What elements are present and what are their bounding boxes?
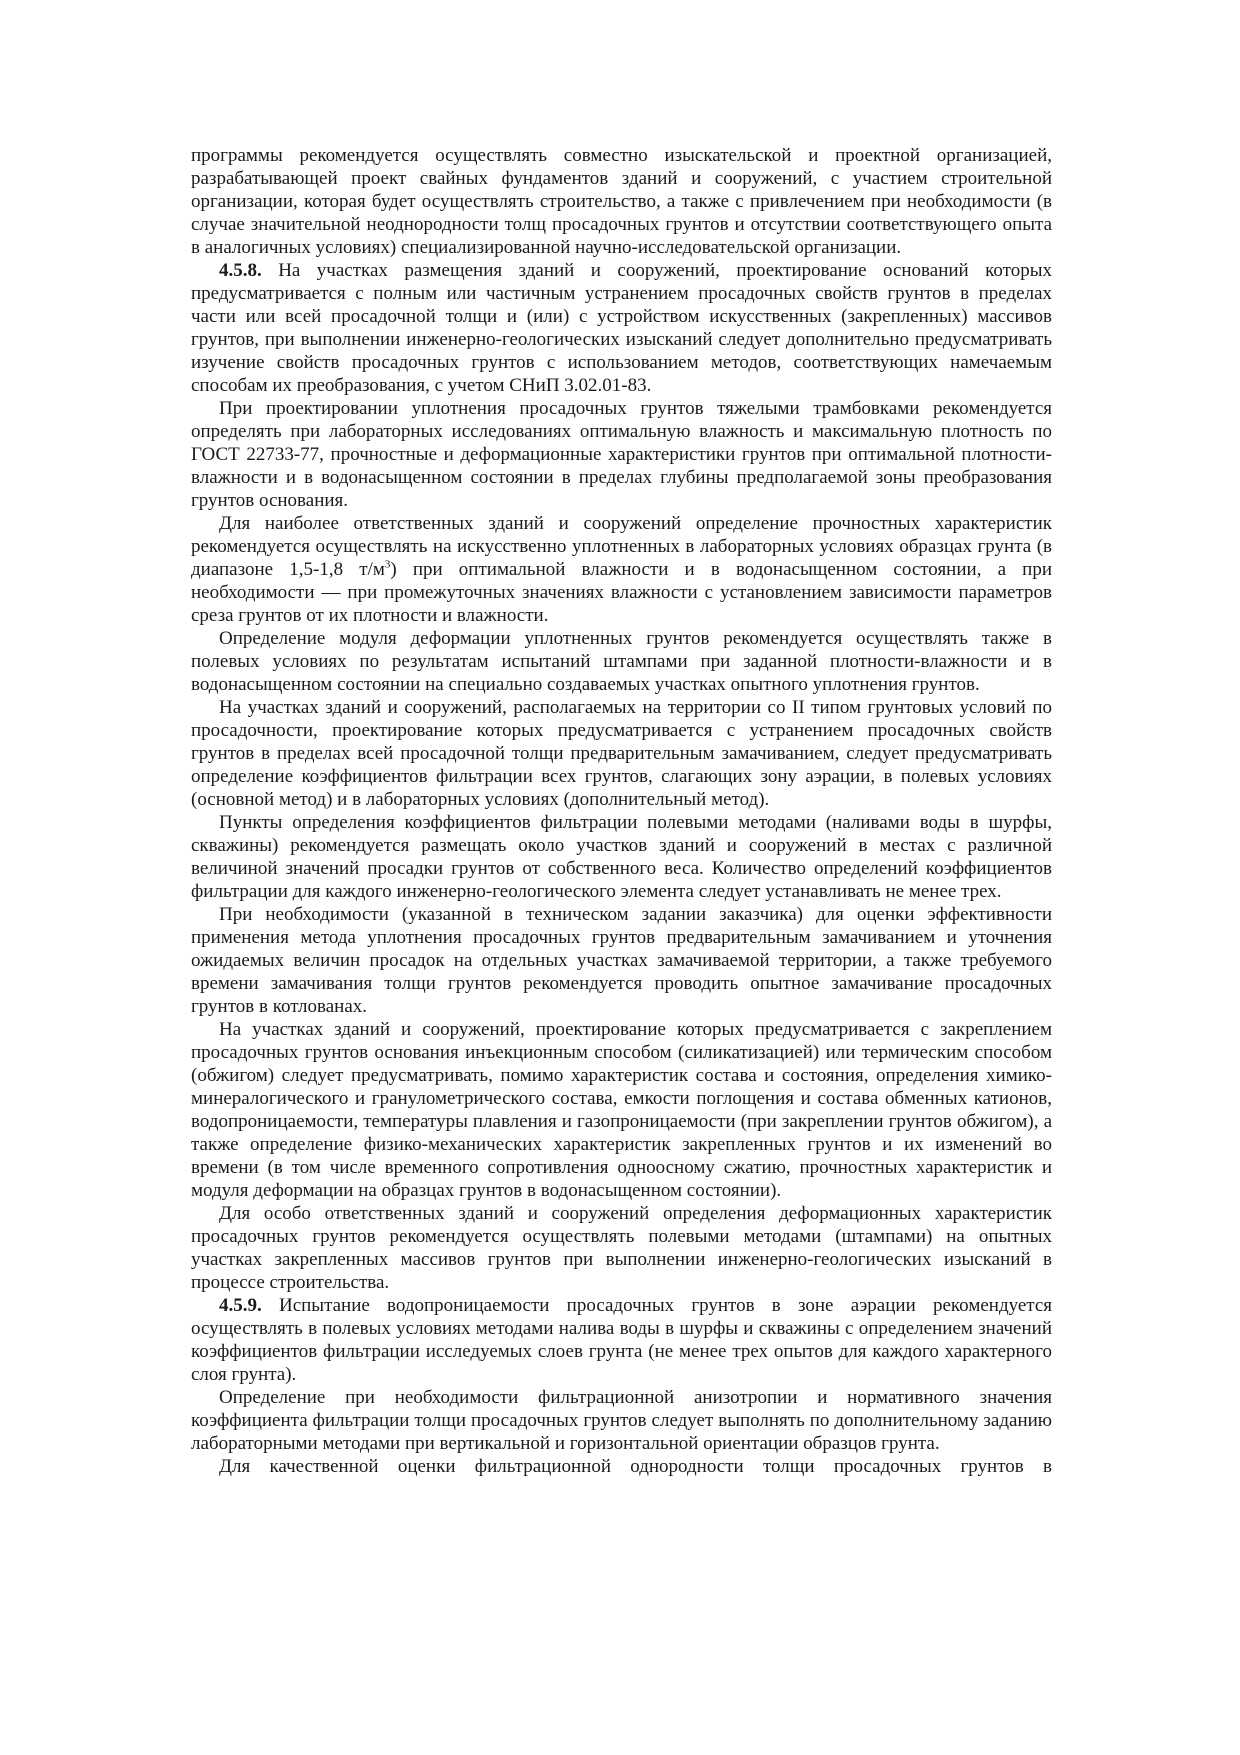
paragraph [191, 696, 1052, 811]
paragraph [191, 144, 1052, 259]
paragraph-section-4-5-9 [191, 1294, 1052, 1386]
paragraph [191, 903, 1052, 1018]
paragraph-text: Определение модуля деформации уплотненных грунтов рекомендуется осуществлять также в полевых условиях по результатам испытаний штампами при заданной плотности-влажности и в водонасыщенном состоянии на специально создаваемых участках опытного уплотнения грунтов. [191, 628, 1052, 695]
paragraph [191, 512, 1052, 627]
document-page [191, 144, 1052, 1478]
paragraph-text: Для особо ответственных зданий и сооружений определения деформационных характеристик просадочных грунтов рекомендуется осуществлять полевыми методами (штампами) на опытных участках закрепленных массивов грунтов при выполнении инженерно-геологических изысканий в процессе строительства. [191, 1203, 1052, 1293]
paragraph-text: При проектировании уплотнения просадочных грунтов тяжелыми трамбовками рекомендуется определять при лабораторных исследованиях оптимальную влажность и максимальную плотность по ГОСТ 22733-77, прочностные и деформационные характеристики грунтов при оптимальной плотности-влажности и в водонасыщенном состоянии в пределах глубины предполагаемой зоны преобразования грунтов основания. [191, 398, 1052, 511]
paragraph [191, 811, 1052, 903]
paragraph [191, 1202, 1052, 1294]
section-number: 4.5.8. [219, 260, 262, 281]
paragraph-text: программы рекомендуется осуществлять совместно изыскательской и проектной организацией, разрабатывающей проект свайных фундаментов зданий и сооружений, с участием строительной организации, которая будет осуществлять строительство, а также с привлечением при необходимости (в случае значительной неоднородности толщ просадочных грунтов и отсутствии соответствующего опыта в аналогичных условиях) специализированной научно-исследовательской организации. [191, 145, 1052, 258]
paragraph [191, 1455, 1052, 1478]
paragraph [191, 627, 1052, 696]
paragraph-text: Определение при необходимости фильтрационной анизотропии и нормативного значения коэффициента фильтрации толщи просадочных грунтов следует выполнять по дополнительному заданию лабораторными методами при вертикальной и горизонтальной ориентации образцов грунта. [191, 1387, 1052, 1454]
paragraph-section-4-5-8 [191, 259, 1052, 397]
section-number: 4.5.9. [219, 1295, 262, 1316]
paragraph-text: Для наиболее ответственных зданий и сооружений определение прочностных характеристик рекомендуется осуществлять на искусственно уплотненных в лабораторных условиях образцах грунта (в диапазоне 1,5-1,8 т/м [191, 513, 1052, 580]
paragraph-text: Пункты определения коэффициентов фильтрации полевыми методами (наливами воды в шурфы, скважины) рекомендуется размещать около участков зданий и сооружений в местах с различной величиной значений просадки грунтов от собственного веса. Количество определений коэффициентов фильтрации для каждого инженерно-геологического элемента следует устанавливать не менее трех. [191, 812, 1052, 902]
superscript: 3 [384, 558, 391, 571]
paragraph [191, 1386, 1052, 1455]
paragraph [191, 397, 1052, 512]
paragraph [191, 1018, 1052, 1202]
paragraph-text: При необходимости (указанной в техническом задании заказчика) для оценки эффективности применения метода уплотнения просадочных грунтов предварительным замачиванием и уточнения ожидаемых величин просадок на отдельных участках замачиваемой территории, а также требуемого времени замачивания толщи грунтов рекомендуется проводить опытное замачивание просадочных грунтов в котлованах. [191, 904, 1052, 1017]
paragraph-text: Для качественной оценки фильтрационной однородности толщи просадочных грунтов в [219, 1456, 1052, 1477]
paragraph-text: На участках зданий и сооружений, располагаемых на территории со II типом грунтовых условий по просадочности, проектирование которых предусматривается с устранением просадочных свойств грунтов в пределах всей просадочной толщи предварительным замачиванием, следует предусматривать определение коэффициентов фильтрации всех грунтов, слагающих зону аэрации, в полевых условиях (основной метод) и в лабораторных условиях (дополнительный метод). [191, 697, 1052, 810]
paragraph-text: На участках зданий и сооружений, проектирование которых предусматривается с закреплением просадочных грунтов основания инъекционным способом (силикатизацией) или термическим способом (обжигом) следует предусматривать, помимо характеристик состава и состояния, определения химико-минералогического и гранулометрического состава, емкости поглощения и состава обменных катионов, водопроницаемости, температуры плавления и газопроницаемости (при закреплении грунтов обжигом), а также определение физико-механических характеристик закрепленных грунтов и их изменений во времени (в том числе временного сопротивления одноосному сжатию, прочностных характеристик и модуля деформации на образцах грунтов в водонасыщенном состоянии). [191, 1019, 1052, 1201]
paragraph-text: ) при оптимальной влажности и в водонасыщенном состоянии, а при необходимости — при промежуточных значениях влажности с установлением зависимости параметров среза грунтов от их плотности и влажности. [191, 559, 1053, 626]
paragraph-text: На участках размещения зданий и сооружений, проектирование оснований которых предусматривается с полным или частичным устранением просадочных свойств грунтов в пределах части или всей просадочной толщи и (или) с устройством искусственных (закрепленных) массивов грунтов, при выполнении инженерно-геологических изысканий следует дополнительно предусматривать изучение свойств просадочных грунтов с использованием методов, соответствующих намечаемым способам их преобразования, с учетом СНиП 3.02.01-83. [191, 260, 1052, 396]
paragraph-text: Испытание водопроницаемости просадочных грунтов в зоне аэрации рекомендуется осуществлять в полевых условиях методами налива воды в шурфы и скважины с определением значений коэффициентов фильтрации исследуемых слоев грунта (не менее трех опытов для каждого характерного слоя грунта). [191, 1295, 1052, 1385]
